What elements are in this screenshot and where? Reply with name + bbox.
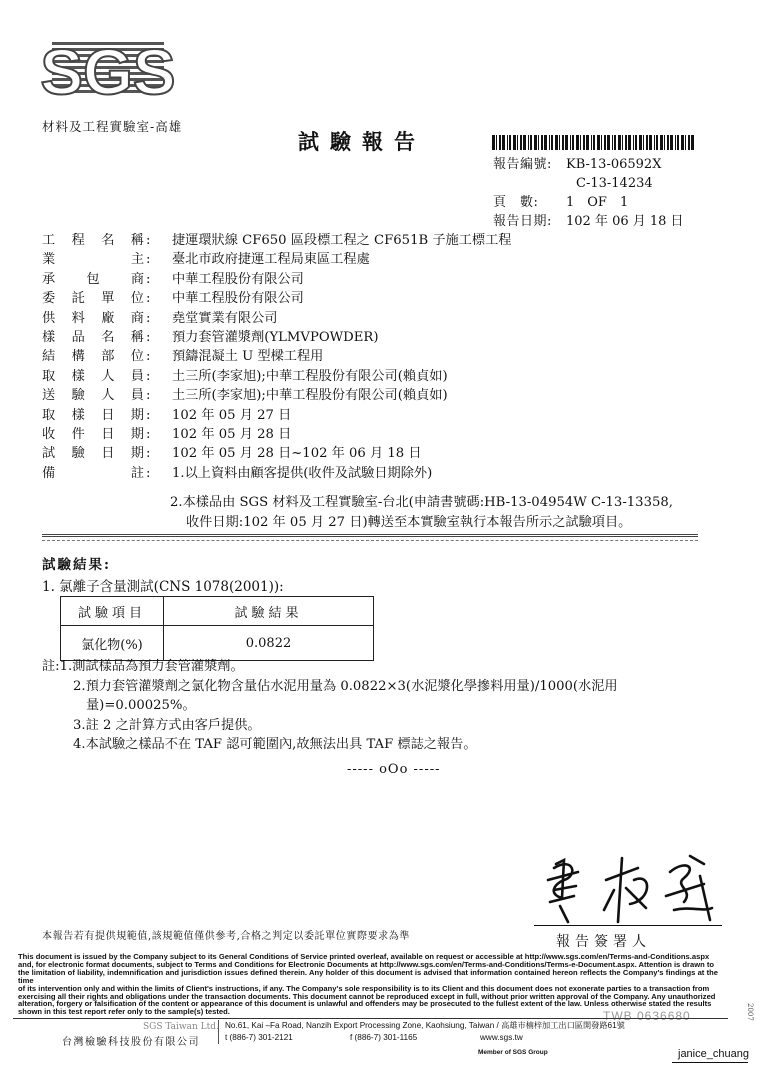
table-header-row <box>61 597 374 626</box>
pages-label: 頁 數: <box>493 195 539 210</box>
barcode-bar <box>656 135 658 150</box>
field-label: 取 樣 人 員 <box>42 368 144 384</box>
company-web: www.sgs.tw <box>480 1033 523 1042</box>
field-value: 102 年 05 月 28 日~102 年 06 月 18 日 <box>172 446 422 462</box>
barcode-bar <box>583 135 585 150</box>
barcode-bar <box>528 135 529 150</box>
barcode-bar <box>580 135 581 150</box>
signature-line <box>534 925 722 926</box>
report-no-2: C-13-14234 <box>576 176 653 191</box>
field-label: 結 構 部 位 <box>42 349 144 365</box>
field-row <box>42 425 511 444</box>
barcode-bar <box>675 135 676 150</box>
barcode-bar <box>513 135 516 150</box>
field-label: 承 包 商 <box>42 271 144 287</box>
barcode-bar <box>492 135 495 150</box>
barcode <box>492 135 694 150</box>
disclaimer-line: exercising all their rights and obligations under the transaction documents. This document cannot be reproduced except in full, without prior written approval of the Company. Any unauthorized <box>18 991 716 1001</box>
barcode-bar <box>639 135 642 150</box>
barcode-bar <box>565 135 568 150</box>
footer-divider <box>218 1020 219 1044</box>
field-label: 樣 品 名 稱 <box>42 329 144 345</box>
footer-brand: SGS Taiwan Ltd. <box>143 1022 219 1032</box>
field-colon: : <box>146 407 151 423</box>
company-name: 台灣檢驗科技股份有限公司 <box>62 1037 200 1048</box>
barcode-bar <box>643 135 644 150</box>
field-colon: : <box>146 446 151 462</box>
notes <box>42 657 618 755</box>
report-date-label: 報告日期: <box>493 214 552 229</box>
field-row <box>42 386 511 405</box>
barcode-bar <box>520 135 522 150</box>
spec-footnote: 本報告若有提供規範值,該規範值僅供參考,合格之判定以委託單位實際要求為準 <box>42 931 410 942</box>
section-divider <box>42 534 698 537</box>
cell-result: 0.0822 <box>164 626 374 661</box>
report-title: 試驗報告 <box>298 129 426 154</box>
field-value: 中華工程股份有限公司 <box>172 271 304 287</box>
barcode-bar <box>544 135 547 150</box>
barcode-bar <box>570 135 571 150</box>
svg-text:SGS: SGS <box>40 36 176 108</box>
barcode-bar <box>502 135 505 150</box>
field-row <box>42 347 511 366</box>
barcode-bar <box>625 135 627 150</box>
field-value: 土三所(李家旭);中華工程股份有限公司(賴貞如) <box>172 388 448 404</box>
barcode-bar <box>562 135 564 150</box>
results-table <box>60 596 374 661</box>
test-item-title: 1. 氯離子含量測試(CNS 1078(2001)): <box>42 579 284 595</box>
barcode-bar <box>670 135 673 150</box>
barcode-bar <box>646 135 648 150</box>
field-colon: : <box>146 310 151 326</box>
field-value: 預力套管灌漿劑(YLMVPOWDER) <box>172 329 379 345</box>
field-value: 捷運環狀線 CF650 區段標工程之 CF651B 子施工標工程 <box>172 233 512 248</box>
barcode-bar <box>604 135 606 150</box>
barcode-bar <box>555 135 558 150</box>
barcode-bar <box>507 135 508 150</box>
operator-underline <box>672 1062 748 1063</box>
field-label: 供 料 廠 商 <box>42 310 144 326</box>
field-colon: : <box>146 233 151 248</box>
barcode-bar <box>667 135 669 150</box>
disclaimer-line: the limitation of liability, indemnification and jurisdiction issues defined therein. Any holder of this document is advised that information contained hereon reflects the Company's findings at the time <box>18 967 718 985</box>
field-label: 取 樣 日 期 <box>42 407 144 423</box>
barcode-bar <box>517 135 518 150</box>
field-colon: : <box>146 349 151 365</box>
barcode-bar <box>586 135 589 150</box>
lab-name: 材料及工程實驗室-高雄 <box>42 119 183 134</box>
company-fax: f (886-7) 301-1165 <box>350 1033 418 1042</box>
col-test-item: 試驗項目 <box>61 597 164 626</box>
note-2a: 2.預力套管灌漿劑之氯化物含量佔水泥用量為 0.0822×3(水泥漿化學摻料用量)/1000(水泥用 <box>73 678 618 694</box>
barcode-bar <box>601 135 602 150</box>
serial-number: TWB 0636680 <box>603 1009 691 1023</box>
signer-label: 報告簽署人 <box>556 934 651 950</box>
field-row <box>42 289 511 308</box>
field-value: 臺北市政府捷運工程局東區工程處 <box>172 252 370 268</box>
barcode-bar <box>622 135 623 150</box>
report-meta <box>493 155 684 231</box>
disclaimer-line: and, for electronic format documents, subject to Terms and Conditions for Electronic Documents at http://www.sgs.com/en/Terms-and-Conditions/Terms-e-Document.aspx. Attention is drawn to <box>18 959 715 969</box>
report-no-1: KB-13-06592X <box>566 157 662 172</box>
barcode-bar <box>541 135 543 150</box>
info-fields <box>42 231 511 483</box>
results-heading: 試驗結果: <box>42 557 111 573</box>
remark-line-2: 2.本樣品由 SGS 材料及工程實驗室-台北(申請書號碼:HB-13-04954W C-13-13358, <box>170 495 673 510</box>
barcode-bar <box>530 135 532 150</box>
disclaimer-line: shown in this test report refer only to the sample(s) tested. <box>18 1007 230 1017</box>
barcode-bar <box>628 135 631 150</box>
report-date-value: 102 年 06 月 18 日 <box>566 214 684 229</box>
barcode-bar <box>496 135 497 150</box>
pages-value: 1 OF 1 <box>566 195 629 210</box>
barcode-bar <box>538 135 539 150</box>
field-value: 中華工程股份有限公司 <box>172 291 304 307</box>
barcode-bar <box>607 135 610 150</box>
note-1: 註:1.測試樣品為預力套管灌漿劑。 <box>42 659 244 674</box>
barcode-bar <box>534 135 537 150</box>
field-colon: : <box>146 426 151 442</box>
barcode-bar <box>688 135 690 150</box>
section-divider-2 <box>42 540 698 541</box>
barcode-bar <box>612 135 613 150</box>
field-row <box>42 328 511 347</box>
barcode-bar <box>664 135 665 150</box>
field-value: 堯堂實業有限公司 <box>172 310 278 326</box>
field-label: 工 程 名 稱 <box>42 233 144 248</box>
barcode-bar <box>576 135 579 150</box>
field-colon: : <box>146 329 151 345</box>
field-label: 收 件 日 期 <box>42 426 144 442</box>
barcode-bar <box>549 135 550 150</box>
field-value: 1.以上資料由顧客提供(收件及試驗日期除外) <box>172 465 433 481</box>
sgs-logo <box>40 36 176 108</box>
barcode-bar <box>593 135 595 150</box>
disclaimer <box>18 953 718 1016</box>
barcode-bar <box>635 135 637 150</box>
barcode-bar <box>681 135 684 150</box>
barcode-bar <box>591 135 592 150</box>
field-row <box>42 406 511 425</box>
side-code: 2007 <box>746 1003 754 1021</box>
field-row <box>42 270 511 289</box>
barcode-bar <box>685 135 686 150</box>
barcode-bar <box>559 135 560 150</box>
barcode-bar <box>523 135 526 150</box>
note-3: 3.註 2 之計算方式由客戶提供。 <box>73 717 261 733</box>
field-colon: : <box>146 465 151 481</box>
field-row <box>42 231 511 250</box>
note-2b: 量)=0.00025%。 <box>86 698 196 713</box>
disclaimer-line: alteration, forgery or falsification of the content or appearance of this document is unlawful and offenders may be prosecuted to the fullest extent of the law. Unless otherwise stated the results <box>18 999 712 1009</box>
barcode-bar <box>691 135 694 150</box>
field-colon: : <box>146 388 151 404</box>
field-colon: : <box>146 271 151 287</box>
table-row <box>61 626 374 661</box>
field-value: 102 年 05 月 27 日 <box>172 407 292 423</box>
field-colon: : <box>146 252 151 268</box>
field-label: 業 主 <box>42 252 144 268</box>
disclaimer-line: of its intervention only and within the limits of Client's instructions, if any. The Company's sole responsibility is to its Client and this document does not exonerate parties to a transaction from <box>18 983 710 993</box>
report-no-label: 報告編號: <box>493 157 552 172</box>
field-row <box>42 309 511 328</box>
barcode-bar <box>654 135 655 150</box>
operator-name: janice_chuang <box>678 1048 749 1060</box>
signature <box>534 850 724 930</box>
barcode-bar <box>614 135 616 150</box>
field-label: 試 驗 日 期 <box>42 446 144 462</box>
disclaimer-line: This document is issued by the Company subject to its General Conditions of Service printed overleaf, available on request or accessible at http://www.sgs.com/en/Terms-and-Conditions.aspx <box>18 952 710 961</box>
member-of-group: Member of SGS Group <box>478 1049 548 1056</box>
remark-line-3: 收件日期:102 年 05 月 27 日)轉送至本實驗室執行本報告所示之試驗項目。 <box>186 515 632 530</box>
field-value: 102 年 05 月 28 日 <box>172 426 292 442</box>
field-row <box>42 367 511 386</box>
note-4: 4.本試驗之樣品不在 TAF 認可範圍內,故無法出具 TAF 標誌之報告。 <box>73 737 477 752</box>
field-value: 土三所(李家旭);中華工程股份有限公司(賴貞如) <box>172 368 448 384</box>
field-colon: : <box>146 291 151 307</box>
field-label: 送 驗 人 員 <box>42 388 144 404</box>
field-value: 預鑄混凝土 U 型樑工程用 <box>172 349 324 365</box>
barcode-bar <box>597 135 600 150</box>
barcode-bar <box>551 135 553 150</box>
field-row <box>42 444 511 463</box>
barcode-bar <box>649 135 652 150</box>
barcode-bar <box>499 135 501 150</box>
cell-item: 氯化物(%) <box>61 626 164 661</box>
barcode-bar <box>660 135 663 150</box>
company-tel: t (886-7) 301-2121 <box>225 1033 293 1042</box>
field-row <box>42 250 511 269</box>
field-colon: : <box>146 368 151 384</box>
company-address: No.61, Kai –Fa Road, Nanzih Export Processing Zone, Kaohsiung, Taiwan / 高雄市楠梓加工出口區開發路61號 <box>225 1021 625 1030</box>
barcode-bar <box>618 135 621 150</box>
barcode-bar <box>633 135 634 150</box>
field-row <box>42 464 511 483</box>
barcode-bar <box>509 135 511 150</box>
col-test-result: 試驗結果 <box>164 597 374 626</box>
field-label: 備 註 <box>42 465 144 481</box>
field-label: 委 託 單 位 <box>42 291 144 307</box>
barcode-bar <box>572 135 574 150</box>
barcode-bar <box>677 135 679 150</box>
end-mark: ----- oOo ----- <box>347 762 441 777</box>
